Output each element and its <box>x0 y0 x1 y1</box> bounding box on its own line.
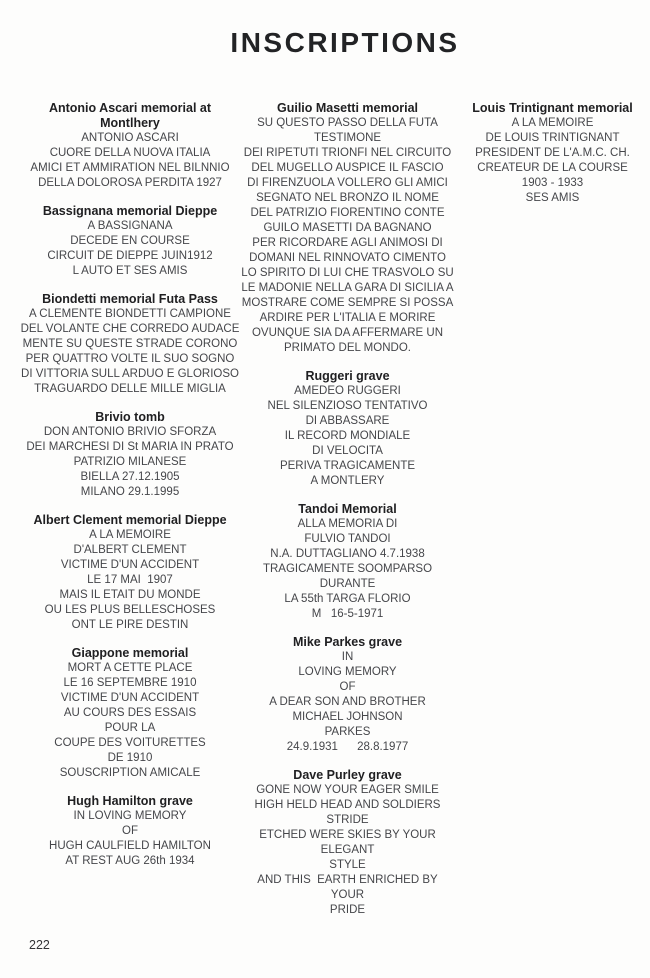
inscription-line: DE 1910 <box>107 752 153 764</box>
inscription-line: A LA MEMOIRE <box>89 529 171 541</box>
inscription-line: DOMANI NEL RINNOVATO CIMENTO <box>249 252 446 264</box>
inscription-heading: Antonio Ascari memorial at Montlhery <box>48 101 212 130</box>
columns-container <box>0 101 650 931</box>
inscription-heading: Albert Clement memorial Dieppe <box>33 513 227 527</box>
inscription-line: AMEDEO RUGGERI <box>294 385 401 397</box>
column-3 <box>455 101 650 219</box>
inscription-line: TRAGICAMENTE SOOMPARSO <box>262 563 433 575</box>
inscription-line: OU LES PLUS BELLESCHOSES <box>44 604 216 616</box>
inscription-line: A DEAR SON AND BROTHER <box>269 696 426 708</box>
inscription-heading: Mike Parkes grave <box>292 635 403 649</box>
inscription-line: PERIVA TRAGICAMENTE <box>279 460 416 472</box>
inscription-line: A LA MEMOIRE <box>511 117 594 129</box>
inscription-line: DE LOUIS TRINTIGNANT <box>485 132 620 144</box>
inscription-line: SOUSCRIPTION AMICALE <box>59 767 201 779</box>
inscription-heading: Biondetti memorial Futa Pass <box>42 292 218 306</box>
inscription-line: SES AMIS <box>525 192 580 204</box>
inscription-line: MAIS IL ETAIT DU MONDE <box>59 589 201 601</box>
inscription-line: MILANO 29.1.1995 <box>80 486 180 498</box>
inscription-line: NEL SILENZIOSO TENTATIVO <box>267 400 428 412</box>
inscription-line: L AUTO ET SES AMIS <box>72 265 188 277</box>
inscription-line: DI VITTORIA SULL ARDUO E GLORIOSO <box>21 368 239 380</box>
page-title: INSCRIPTIONS <box>230 27 460 58</box>
inscription-line: LE 17 MAI 1907 <box>87 574 173 586</box>
inscription-heading: Guilio Masetti memorial <box>276 101 418 115</box>
inscription-line: DON ANTONIO BRIVIO SFORZA <box>43 426 217 438</box>
inscription-line: OVUNQUE SIA DA AFFERMARE UN <box>251 327 444 339</box>
inscription-line: VICTIME D'UN ACCIDENT <box>60 692 200 704</box>
inscription-line: LA 55th TARGA FLORIO <box>284 593 411 605</box>
page-number: 222 <box>29 938 50 952</box>
inscription-line: AMICI ET AMMIRATION NEL BILNNIO <box>30 162 230 174</box>
inscription-line: DI ABBASSARE <box>305 415 390 427</box>
inscription-heading: Bassignana memorial Dieppe <box>42 204 218 218</box>
inscription-heading: Brivio tomb <box>95 410 165 424</box>
inscription-line: IL RECORD MONDIALE <box>284 430 411 442</box>
inscription-section <box>20 410 240 500</box>
inscription-line: MICHAEL JOHNSON <box>292 711 403 723</box>
inscription-line: COUPE DES VOITURETTES <box>54 737 206 749</box>
inscription-section <box>20 513 240 633</box>
inscription-line: ETCHED WERE SKIES BY YOUR ELEGANT <box>259 829 439 856</box>
inscription-line: DEL PATRIZIO FIORENTINO CONTE <box>250 207 445 219</box>
inscription-line: DEL VOLANTE CHE CORREDO AUDACE <box>20 323 240 335</box>
inscription-section <box>20 204 240 279</box>
column-2 <box>240 101 455 931</box>
inscription-line: IN LOVING MEMORY <box>73 810 187 822</box>
inscription-line: GUILO MASETTI DA BAGNANO <box>263 222 432 234</box>
inscription-section <box>20 794 240 869</box>
inscription-line: A BASSIGNANA <box>87 220 173 232</box>
inscription-line: AU COURS DES ESSAIS <box>63 707 197 719</box>
inscription-section <box>20 101 240 191</box>
inscription-section <box>240 101 455 356</box>
inscription-heading: Giappone memorial <box>71 646 189 660</box>
inscription-line: PER RICORDARE AGLI ANIMOSI DI <box>252 237 443 249</box>
inscription-line: GONE NOW YOUR EAGER SMILE <box>256 784 439 796</box>
inscription-heading: Louis Trintignant memorial <box>472 101 633 115</box>
inscription-line: DELLA DOLOROSA PERDITA 1927 <box>38 177 222 189</box>
inscription-line: MORT A CETTE PLACE <box>67 662 193 674</box>
inscription-line: 1903 - 1933 <box>521 177 584 189</box>
inscription-line: LE 16 SEPTEMBRE 1910 <box>63 677 197 689</box>
column-1 <box>20 101 240 882</box>
inscription-line: POUR LA <box>104 722 156 734</box>
inscription-line: AT REST AUG 26th 1934 <box>65 855 195 867</box>
inscription-line: 24.9.1931 28.8.1977 <box>286 741 409 753</box>
inscription-line: PRIDE <box>329 904 366 916</box>
inscription-line: DECEDE EN COURSE <box>70 235 190 247</box>
inscription-line: CUORE DELLA NUOVA ITALIA <box>49 147 211 159</box>
inscription-line: PRIMATO DEL MONDO. <box>284 342 411 354</box>
inscription-line: A MONTLERY <box>310 475 385 487</box>
inscription-line: BIELLA 27.12.1905 <box>80 471 180 483</box>
inscription-line: AND THIS EARTH ENRICHED BY YOUR <box>257 874 441 901</box>
inscription-line: ANTONIO ASCARI <box>81 132 179 144</box>
inscription-line: TESTIMONE <box>313 132 382 144</box>
inscription-line: LO SPIRITO DI LUI CHE TRASVOLO SU <box>241 267 454 279</box>
inscription-line: DI FIRENZUOLA VOLLERO GLI AMICI <box>247 177 448 189</box>
inscription-heading: Hugh Hamilton grave <box>67 794 193 808</box>
inscription-line: VICTIME D'UN ACCIDENT <box>60 559 200 571</box>
inscription-line: SEGNATO NEL BRONZO IL NOME <box>256 192 439 204</box>
inscription-line: PER QUATTRO VOLTE IL SUO SOGNO <box>25 353 235 365</box>
inscription-heading: Ruggeri grave <box>305 369 390 383</box>
inscription-section <box>240 768 455 918</box>
inscription-section <box>240 369 455 489</box>
inscription-line: D'ALBERT CLEMENT <box>73 544 187 556</box>
inscription-heading: Tandoi Memorial <box>298 502 397 516</box>
inscription-line: FULVIO TANDOI <box>304 533 391 545</box>
inscription-section <box>240 635 455 755</box>
inscription-line: STYLE <box>329 859 366 871</box>
inscription-line: CREATEUR DE LA COURSE <box>477 162 628 174</box>
inscription-line: LE MADONIE NELLA GARA DI SICILIA A <box>241 282 454 294</box>
inscription-line: ARDIRE PER L'ITALIA E MORIRE <box>259 312 436 324</box>
inscription-line: TRAGUARDO DELLE MILLE MIGLIA <box>34 383 226 395</box>
inscription-line: DEL MUGELLO AUSPICE IL FASCIO <box>251 162 444 174</box>
inscription-line: ALLA MEMORIA DI <box>297 518 398 530</box>
inscription-line: A CLEMENTE BIONDETTI CAMPIONE <box>29 308 231 320</box>
inscription-section <box>20 292 240 397</box>
inscription-line: MOSTRARE COME SEMPRE SI POSSA <box>241 297 454 309</box>
inscription-section <box>455 101 650 206</box>
inscription-line: OF <box>122 825 138 837</box>
inscription-section <box>240 502 455 622</box>
inscription-line: HIGH HELD HEAD AND SOLDIERS STRIDE <box>254 799 444 826</box>
inscription-line: DI VELOCITA <box>312 445 383 457</box>
inscription-line: SU QUESTO PASSO DELLA FUTA <box>257 117 438 129</box>
inscription-line: PATRIZIO MILANESE <box>73 456 187 468</box>
inscription-line: HUGH CAULFIELD HAMILTON <box>49 840 211 852</box>
inscription-section <box>20 646 240 781</box>
inscription-line: MENTE SU QUESTE STRADE CORONO <box>22 338 238 350</box>
inscription-line: LOVING MEMORY <box>298 666 397 678</box>
inscription-line: DEI RIPETUTI TRIONFI NEL CIRCUITO <box>243 147 452 159</box>
inscription-line: IN <box>341 651 354 663</box>
inscription-line: CIRCUIT DE DIEPPE JUIN1912 <box>47 250 213 262</box>
inscription-line: M 16-5-1971 <box>311 608 384 620</box>
inscription-heading: Dave Purley grave <box>293 768 402 782</box>
inscription-line: OF <box>339 681 356 693</box>
inscription-line: PRESIDENT DE L'A.M.C. CH. <box>475 147 630 159</box>
inscription-line: DURANTE <box>319 578 376 590</box>
inscription-line: DEI MARCHESI DI St MARIA IN PRATO <box>26 441 234 453</box>
inscription-line: N.A. DUTTAGLIANO 4.7.1938 <box>270 548 425 560</box>
inscription-line: ONT LE PIRE DESTIN <box>71 619 189 631</box>
inscription-line: PARKES <box>324 726 371 738</box>
